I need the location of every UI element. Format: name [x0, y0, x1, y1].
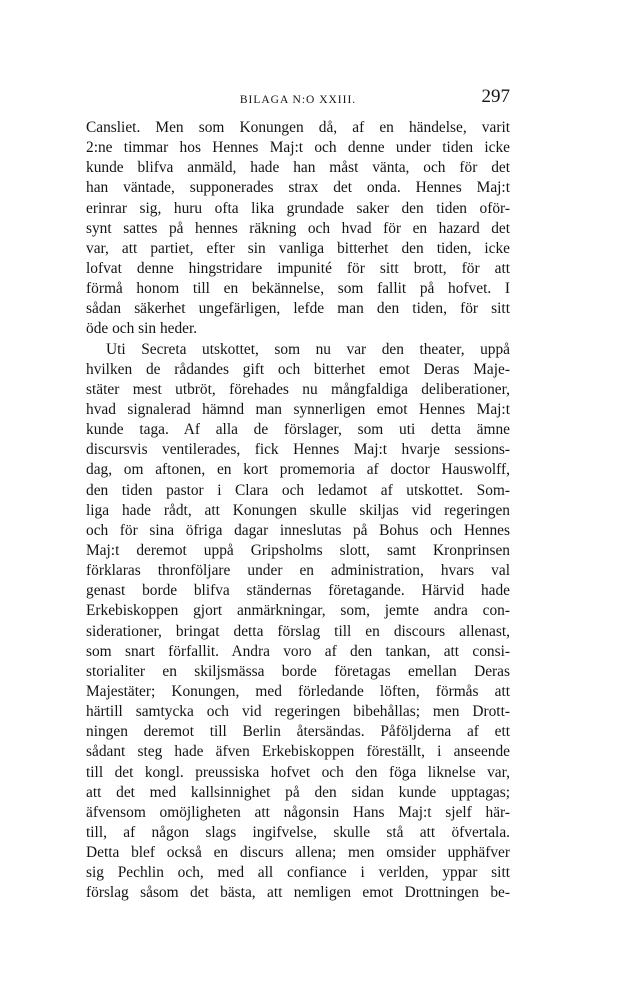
text-line: härtill samtycka och vid regeringen bibehållas; men Drott- — [86, 703, 510, 721]
page-number: 297 — [481, 86, 510, 107]
body-text — [86, 118, 510, 903]
text-line: kunde taga. Af alla de förslager, som uti detta ämne — [86, 421, 510, 439]
text-line: storialiter en skiljsmässa borde företagas emellan Deras — [86, 662, 510, 680]
text-line: siderationer, bringat detta förslag till en discours allenast, — [86, 622, 510, 640]
text-line: var, att partiet, efter sin vanliga bitterhet den tiden, icke — [86, 239, 510, 257]
running-head: BILAGA N:O XXIII. — [239, 94, 357, 106]
text-line: ningen deremot till Berlin återsändas. Påföljderna af ett — [86, 723, 510, 741]
page-header — [86, 86, 510, 110]
text-line: till, af någon slags ingifvelse, skulle stå att öfvertala. — [86, 823, 510, 841]
text-line: som snart förfallit. Andra voro af den tankan, att consi- — [86, 642, 510, 660]
text-line: Erkebiskoppen gjort anmärkningar, som, jemte andra con- — [86, 602, 510, 620]
text-line: Maj:t deremot uppå Gripsholms slott, samt Kronprinsen — [86, 541, 510, 559]
text-line: stäter mest utbröt, förehades nu mångfaldiga deliberationer, — [86, 380, 510, 398]
text-line: kunde blifva anmäld, hade han måst vänta, och för det — [86, 159, 510, 177]
text-line: sig Pechlin och, med all confiance i verlden, yppar sitt — [86, 864, 510, 882]
text-line: discursvis ventilerades, fick Hennes Maj:t hvarje sessions- — [86, 441, 510, 459]
text-line: liga hade rådt, att Konungen skulle skiljas vid regeringen — [86, 501, 510, 519]
text-line: hvilken de rådandes gift och bitterhet emot Deras Maje- — [86, 360, 510, 378]
text-line: genast borde blifva ständernas företagande. Härvid hade — [86, 582, 510, 600]
text-line: sådan säkerhet ungefärligen, lefde man den tiden, för sitt — [86, 300, 510, 318]
text-line: Uti Secreta utskottet, som nu var den theater, uppå — [106, 340, 510, 358]
text-line: lofvat denne hingstridare impunité för sitt brott, för att — [86, 259, 510, 277]
text-line: förmå honom till en bekännelse, som fallit på hofvet. I — [86, 280, 510, 298]
text-line: Majestäter; Konungen, med förledande löften, förmås att — [86, 682, 510, 700]
text-line: Detta blef också en discurs allena; men omsider upphäfver — [86, 844, 510, 862]
text-line: att det med kallsinnighet på den sidan kunde upptagas; — [86, 783, 510, 801]
text-line: han väntade, supponerades strax det onda. Hennes Maj:t — [86, 179, 510, 197]
text-line: den tiden pastor i Clara och ledamot af utskottet. Som- — [86, 481, 510, 499]
text-line: förklaras thronföljare under en administration, hvars val — [86, 562, 510, 580]
text-line: till det kongl. preussiska hofvet och den föga liknelse var, — [86, 763, 510, 781]
text-line: sådant steg hade äfven Erkebiskoppen föreställt, i anseende — [86, 743, 510, 761]
text-line: synt sattes på hennes räkning och hvad för en hazard det — [86, 219, 510, 237]
text-line: 2:ne timmar hos Hennes Maj:t och denne under tiden icke — [86, 139, 510, 157]
text-line: och för sina öfriga dagar inneslutas på Bohus och Hennes — [86, 521, 510, 539]
text-line: erinrar sig, huru ofta lika grundade saker den tiden oför- — [86, 199, 510, 217]
text-line: äfvensom omöjligheten att någonsin Hans Maj:t sjelf här- — [86, 803, 510, 821]
text-line: Cansliet. Men som Konungen då, af en händelse, varit — [86, 119, 510, 136]
text-line: öde och sin heder. — [86, 320, 198, 338]
text-line: förslag såsom det bästa, att nemligen emot Drottningen be- — [86, 884, 510, 902]
text-line: hvad signalerad hämnd man synnerligen emot Hennes Maj:t — [86, 400, 510, 418]
text-line: dag, om aftonen, en kort promemoria af doctor Hauswolff, — [86, 461, 510, 479]
